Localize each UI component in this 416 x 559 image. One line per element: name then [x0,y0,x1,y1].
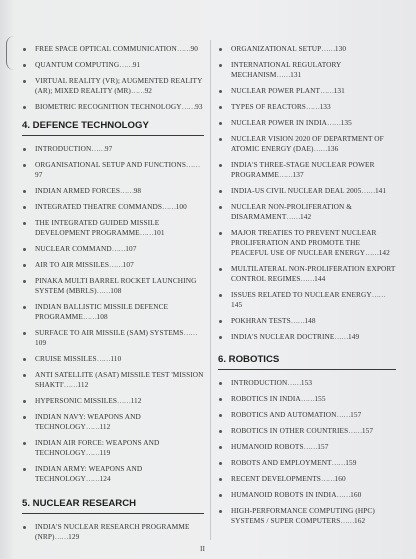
toc-entry-page: 109 [35,338,47,347]
toc-entry-page: 159 [345,458,357,467]
toc-entry-title: MAJOR TREATIES TO PREVENT NUCLEAR PROLIFERATION AND PROMOTE THE PEACEFUL USE OF NUCLEAR ENERGY [231,228,377,257]
toc-entry-page: 131 [290,70,302,79]
toc-entry-page: 92 [144,86,153,95]
toc-entry [22,144,204,154]
toc-entry [218,160,396,180]
leader-dots: …… [111,244,126,253]
leader-dots: …… [361,186,375,195]
toc-entry [22,218,204,238]
bullet-icon [219,398,222,401]
leader-dots: …… [276,70,291,79]
leader-dots: …… [336,410,351,419]
toc-entry [218,442,396,452]
toc-entry-page: 108 [110,286,122,295]
toc-entry-page: 110 [110,354,122,363]
toc-entry [218,332,396,342]
leader-dots: …… [287,378,301,387]
toc-entry-page: 112 [77,380,89,389]
toc-entry-page: 90 [190,44,199,53]
toc-entry [22,276,204,296]
toc-entry-page: 162 [353,516,366,525]
toc-entry-title: INDIA'S THREE-STAGE NUCLEAR POWER PROGRAMME [231,160,375,179]
toc-entry [22,396,204,406]
leader-dots: …… [371,290,386,299]
leader-dots: …… [63,380,78,389]
bullet-icon [23,80,26,83]
bullet-icon [23,332,26,335]
toc-entry-page: 153 [300,378,313,387]
bullet-icon [219,478,222,481]
toc-entry-title: INDIAN NAVY: WEAPONS AND TECHNOLOGY [35,412,141,431]
toc-entry-page: 135 [340,118,352,127]
toc-entry-page: 100 [175,202,187,211]
leader-dots: …… [320,474,335,483]
bullet-icon [219,462,222,465]
toc-entry [22,260,204,270]
bullet-icon [219,494,222,497]
toc-entry [218,186,396,196]
toc-entry-title: NUCLEAR NON-PROLIFERATION & DISARMAMENT [231,202,353,221]
toc-entry-title: RECENT DEVELOPMENTS [231,474,321,483]
leader-dots: …… [320,86,334,95]
toc-entry-title: INDIA-US CIVIL NUCLEAR DEAL 2005 [231,186,362,195]
leader-dots: …… [130,86,145,95]
section-title-nuclear: 5. NUCLEAR RESEARCH [22,498,204,514]
bullet-icon [219,48,222,51]
toc-entry [218,394,396,404]
toc-entry [22,522,204,542]
toc-entry-page: 145 [231,300,243,309]
leader-dots: …… [327,118,341,127]
leader-dots: …… [313,144,328,153]
toc-entry-title: CRUISE MISSILES [35,354,97,363]
bullet-icon [219,232,222,235]
section-title-defence: 4. DEFENCE TECHNOLOGY [22,120,204,136]
margin-bracket-mark [6,36,17,70]
bullet-icon [23,374,26,377]
bullet-icon [23,190,26,193]
toc-entry-title: NUCLEAR POWER IN INDIA [231,118,328,127]
toc-entry-title: ISSUES RELATED TO NUCLEAR ENERGY [231,290,372,299]
leader-dots: …… [116,396,131,405]
toc-entry-page: 119 [99,448,111,457]
bullet-icon [219,206,222,209]
toc-entry-page: 144 [314,274,326,283]
bullet-icon [23,248,26,251]
toc-entry [22,160,204,180]
bullet-icon [219,268,222,271]
nuclear-research-list [22,522,204,542]
toc-entry [22,244,204,254]
toc-entry-title: PINAKA MULTI BARREL ROCKET LAUNCHING SYSTEM (MBRLS) [35,276,197,295]
bullet-icon [219,106,222,109]
toc-entry-title: BIOMETRIC RECOGNITION TECHNOLOGY [35,102,182,111]
toc-entry-page: 112 [130,396,142,405]
toc-entry-title: SURFACE TO AIR MISSILE (SAM) SYSTEMS [35,328,184,337]
bullet-icon [219,190,222,193]
toc-entry [218,490,396,500]
bullet-icon [219,122,222,125]
toc-entry-title: HUMANOID ROBOTS IN INDIA [231,490,337,499]
leader-dots: …… [176,44,191,53]
leader-dots: …… [290,316,305,325]
leader-dots: …… [91,144,105,153]
toc-entry-title: INTRODUCTION [35,144,92,153]
toc-entry-page: 107 [122,260,134,269]
toc-entry-title: INTEGRATED THEATRE COMMANDS [35,202,163,211]
leader-dots: …… [85,474,100,483]
toc-entry-page: 107 [125,244,137,253]
page-numeral: II [200,544,205,553]
toc-entry-page: 124 [99,474,111,483]
bullet-icon [23,400,26,403]
toc-entry [22,44,204,54]
toc-entry [22,302,204,322]
toc-entry-page: 97 [104,144,113,153]
toc-entry-page: 148 [304,316,316,325]
toc-entry-page: 133 [319,102,331,111]
toc-entry-page: 108 [96,312,108,321]
leader-dots: …… [85,448,100,457]
toc-entry-page: 155 [314,394,326,403]
toc-entry-title: ROBOTICS AND AUTOMATION [231,410,337,419]
bullet-icon [219,294,222,297]
toc-entry-title: ANTI SATELLITE (ASAT) MISSILE TEST 'MISSION SHAKTI' [35,370,204,389]
toc-entry-title: NUCLEAR COMMAND [35,244,112,253]
leader-dots: …… [109,260,123,269]
bullet-icon [23,106,26,109]
leader-dots: …… [340,516,354,525]
toc-entry [218,410,396,420]
toc-entry-page: 136 [327,144,339,153]
toc-entry [218,228,396,258]
leader-dots: …… [278,170,293,179]
leader-dots: …… [300,394,315,403]
toc-entry-page: 112 [99,422,111,431]
section-title-robotics: 6. ROBOTICS [218,354,396,370]
bullet-icon [23,222,26,225]
leader-dots: …… [305,102,320,111]
toc-entry-title: INDIAN ARMED FORCES [35,186,121,195]
bullet-icon [23,280,26,283]
bullet-icon [219,138,222,141]
leader-dots: …… [139,228,154,237]
toc-entry [218,102,396,112]
leader-dots: …… [348,426,362,435]
toc-entry-page: 97 [35,170,43,179]
toc-entry [218,426,396,436]
toc-entry [22,438,204,458]
toc-entry [218,290,396,310]
toc-entry-page: 130 [334,44,347,53]
leader-dots: …… [120,186,134,195]
toc-entry [218,118,396,128]
toc-entry-page: 91 [132,60,141,69]
toc-entry-page: 149 [348,332,360,341]
bullet-icon [23,264,26,267]
column-divider [210,40,211,540]
bullet-icon [23,442,26,445]
bullet-icon [219,164,222,167]
toc-entry-page: 160 [334,474,346,483]
right-top-list [218,44,396,342]
toc-entry [22,464,204,484]
toc-entry [22,186,204,196]
bullet-icon [23,358,26,361]
toc-entry-title: HIGH-PERFORMANCE COMPUTING (HPC) SYSTEMS / SUPER COMPUTERS [231,506,375,525]
toc-entry [218,202,396,222]
toc-entry-title: POKHRAN TESTS [231,316,291,325]
toc-entry-page: 98 [133,186,142,195]
bullet-icon [23,468,26,471]
left-column [22,44,204,548]
toc-entry-page: 141 [374,186,387,195]
toc-entry-title: QUANTUM COMPUTING [35,60,120,69]
defence-list [22,144,204,484]
toc-entry [22,76,204,96]
toc-entry-title: INDIAN ARMY: WEAPONS AND TECHNOLOGY [35,464,143,483]
leader-dots: …… [331,458,346,467]
toc-entry [22,370,204,390]
bullet-icon [219,446,222,449]
toc-entry-title: NUCLEAR VISION 2020 OF DEPARTMENT OF ATOMIC ENERGY (DAE) [231,134,384,153]
toc-entry-page: 137 [292,170,304,179]
toc-entry-title: TYPES OF REACTORS [231,102,306,111]
bullet-icon [219,64,222,67]
toc-entry-page: 157 [361,426,374,435]
leader-dots: …… [82,312,97,321]
toc-entry-page: 157 [317,442,329,451]
toc-entry-title: ROBOTICS IN OTHER COUNTRIES [231,426,349,435]
toc-entry-title: NUCLEAR POWER PLANT [231,86,321,95]
toc-entry [218,458,396,468]
toc-entry-title: THE INTEGRATED GUIDED MISSILE DEVELOPMENT PROGRAMME [35,218,160,237]
bullet-icon [23,206,26,209]
bullet-icon [219,336,222,339]
toc-entry [218,60,396,80]
toc-entry-page: 101 [153,228,165,237]
toc-entry [218,44,396,54]
leader-dots: …… [162,202,176,211]
toc-entry-title: INDIA'S NUCLEAR RESEARCH PROGRAMME (NRP) [35,522,190,541]
toc-entry [218,86,396,96]
bullet-icon [23,416,26,419]
toc-entry-title: ORGANIZATIONAL SETUP [231,44,322,53]
leader-dots: …… [186,160,200,169]
bullet-icon [23,48,26,51]
toc-entry-page: 157 [350,410,362,419]
toc-entry-title: INTRODUCTION [231,378,288,387]
toc-entry-title: ROBOTS AND EMPLOYMENT [231,458,332,467]
leader-dots: …… [286,212,301,221]
toc-entry-page: 93 [195,102,203,111]
bullet-icon [23,306,26,309]
leader-dots: …… [321,44,335,53]
toc-entry-page: 142 [300,212,312,221]
bullet-icon [219,414,222,417]
leader-dots: …… [181,102,196,111]
robotics-list [218,378,396,526]
toc-entry [22,60,204,70]
leader-dots: …… [336,490,351,499]
toc-entry-title: HYPERSONIC MISSILES [35,396,117,405]
toc-entry [218,474,396,484]
toc-entry [22,202,204,212]
toc-entry-title: INDIAN BALLISTIC MISSILE DEFENCE PROGRAMME [35,302,169,321]
toc-entry-page: 131 [333,86,345,95]
toc-entry-title: HUMANOID ROBOTS [231,442,304,451]
toc-entry-title: ORGANISATIONAL SETUP AND FUNCTIONS [35,160,187,169]
toc-entry-title: ROBOTICS IN INDIA [231,394,301,403]
leader-dots: …… [300,274,315,283]
toc-entry [218,378,396,388]
right-column [218,44,396,532]
toc-entry-title: INDIA'S NUCLEAR DOCTRINE [231,332,335,341]
leader-dots: …… [96,286,111,295]
bullet-icon [23,148,26,151]
toc-entry [218,134,396,154]
toc-entry-page: 160 [350,490,362,499]
toc-entry-title: VIRTUAL REALITY (VR); AUGMENTED REALITY (AR); MIXED REALITY (MR) [35,76,203,95]
leader-dots: …… [96,354,111,363]
leader-dots: …… [85,422,100,431]
toc-entry-title: INTERNATIONAL REGULATORY MECHANISM [231,60,342,79]
toc-entry [218,264,396,284]
leader-dots: …… [183,328,198,337]
toc-entry-title: AIR TO AIR MISSILES [35,260,110,269]
leader-dots: …… [334,332,349,341]
toc-entry-page: 142 [378,248,390,257]
bullet-icon [219,90,222,93]
toc-entry [218,506,396,526]
toc-entry [22,354,204,364]
bullet-icon [219,430,222,433]
toc-entry-title: MULTILATERAL NON-PROLIFERATION EXPORT CONTROL REGIMES [231,264,396,283]
toc-entry-title: INDIAN AIR FORCE: WEAPONS AND TECHNOLOGY [35,438,160,457]
toc-entry [22,412,204,432]
toc-entry-page: 129 [68,532,80,541]
bullet-icon [23,526,26,529]
leader-dots: …… [303,442,318,451]
toc-entry-title: FREE SPACE OPTICAL COMMUNICATION [35,44,177,53]
toc-entry [22,102,204,112]
leader-dots: …… [365,248,379,257]
leader-dots: …… [119,60,133,69]
bullet-icon [23,64,26,67]
bullet-icon [219,320,222,323]
toc-entry [22,328,204,348]
bullet-icon [219,510,222,513]
left-top-list [22,44,204,112]
toc-entry [218,316,396,326]
leader-dots: …… [54,532,69,541]
bullet-icon [219,382,222,385]
bullet-icon [23,164,26,167]
